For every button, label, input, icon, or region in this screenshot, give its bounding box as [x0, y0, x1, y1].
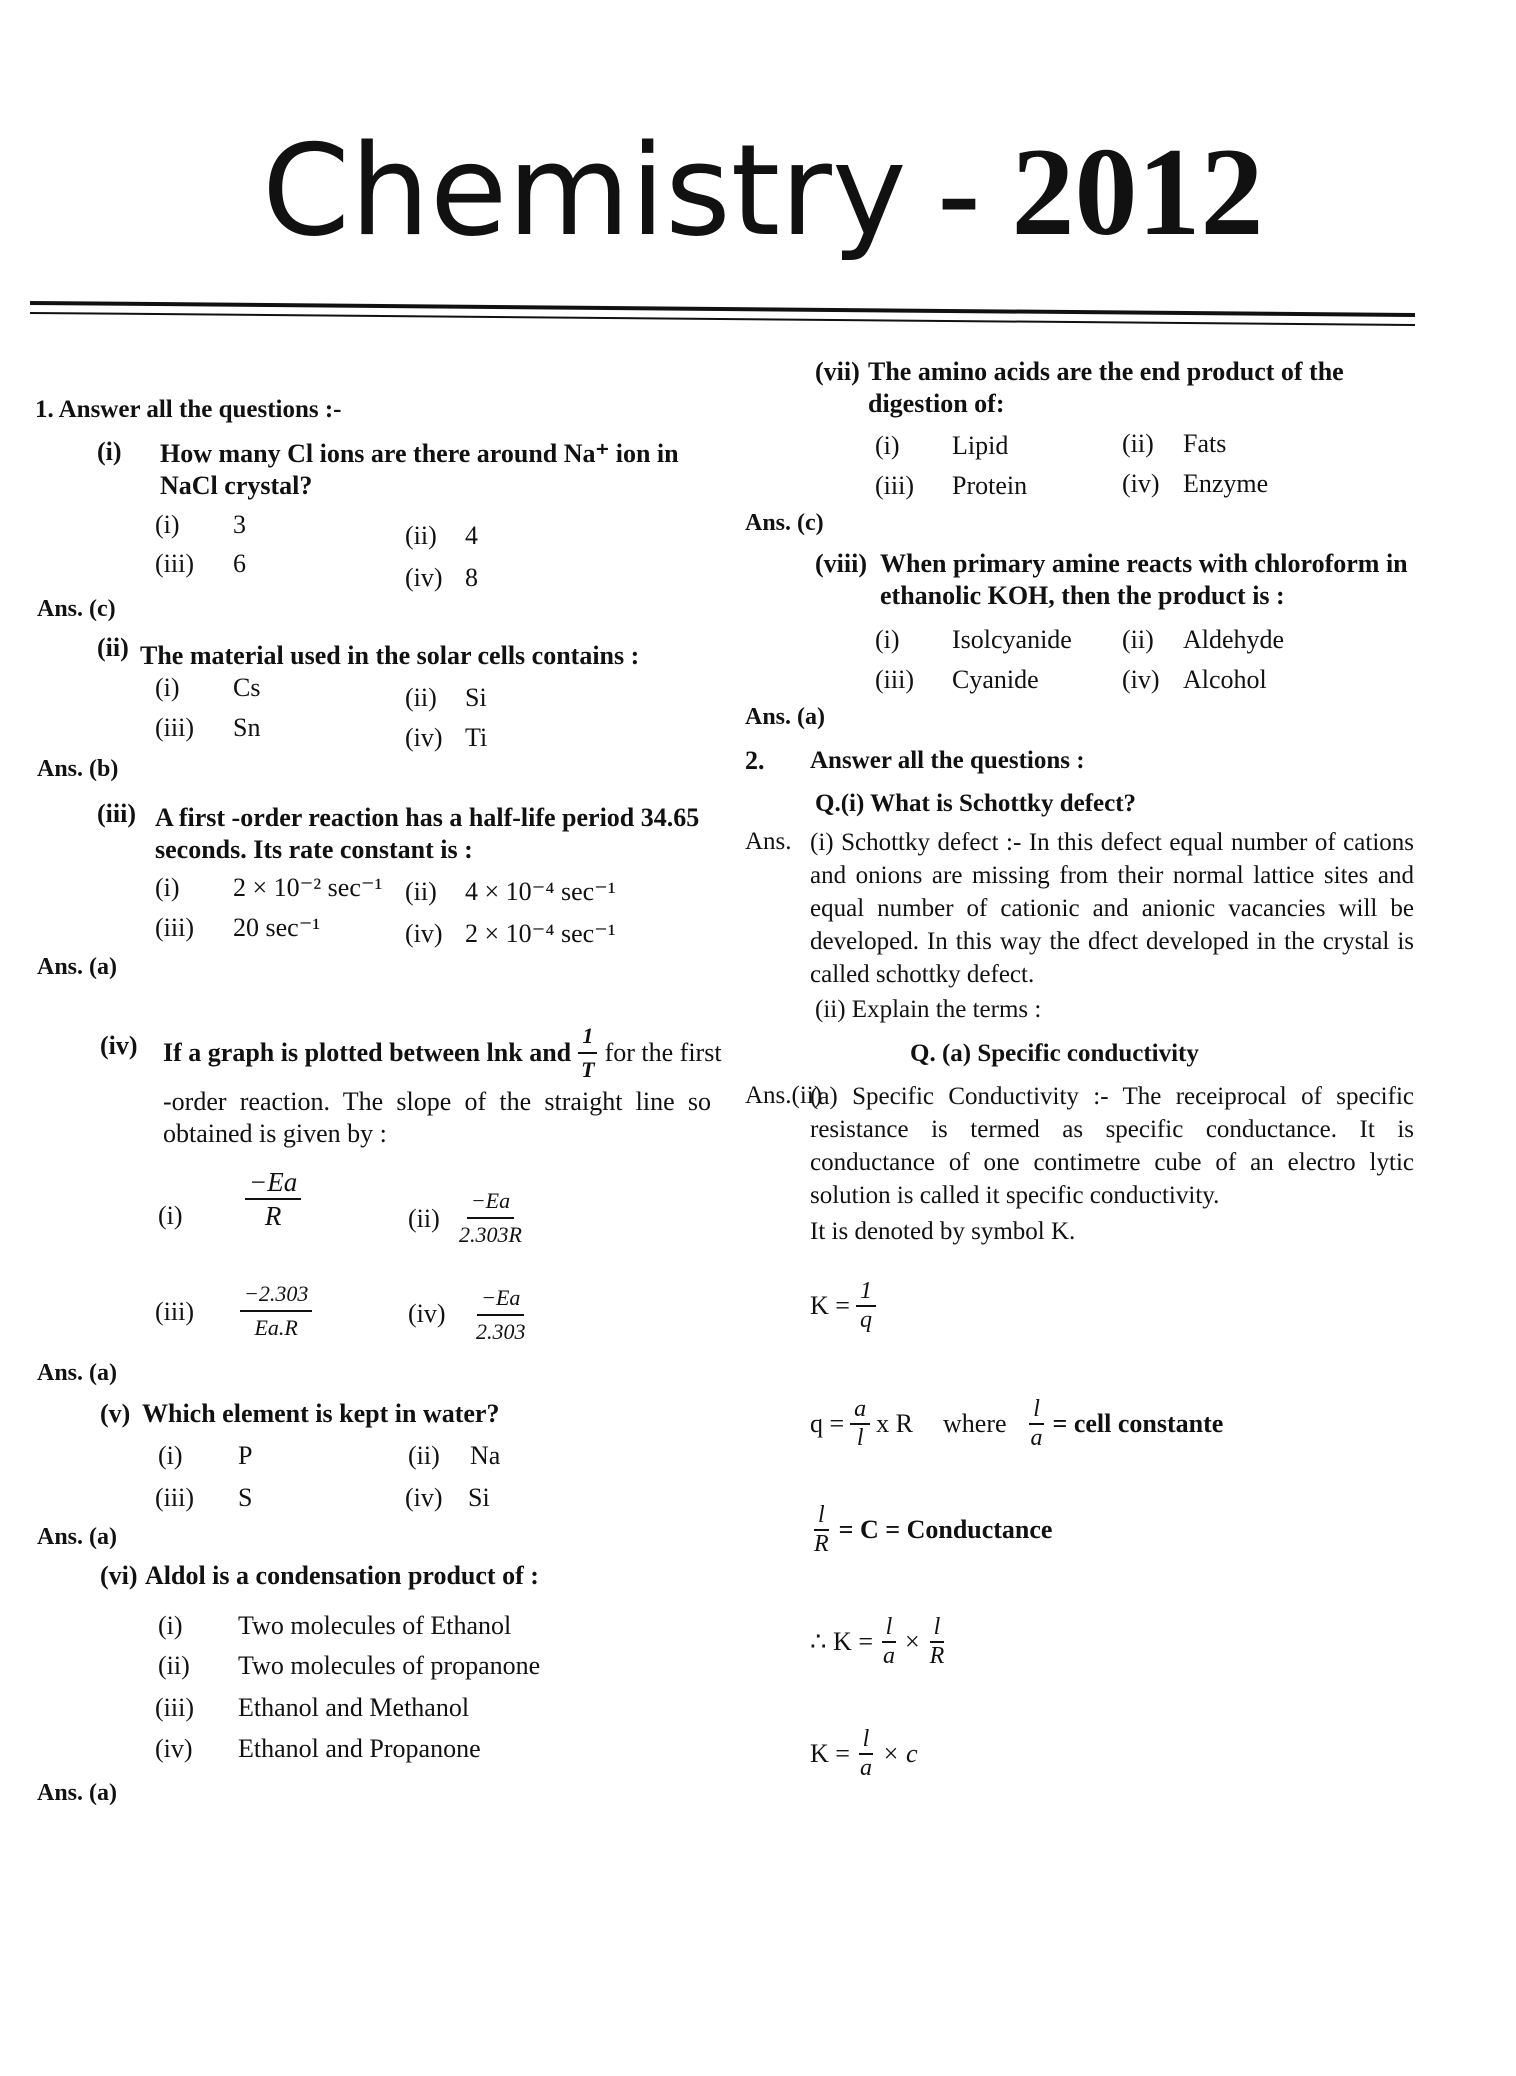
q1-i-opt2-num: (ii) — [405, 521, 437, 550]
eq3-bottom: R — [814, 1531, 829, 1557]
q1-v-opt4-num: (iv) — [405, 1483, 443, 1512]
q1-v-opt2-num: (ii) — [408, 1441, 440, 1470]
q1-i-opt1: 3 — [233, 510, 246, 539]
q2-question-ii-a: Q. (a) Specific conductivity — [910, 1040, 1199, 1067]
q1-vii-text: The amino acids are the end product of the digestion of: — [868, 357, 1344, 418]
q1-viii-text: When primary amine reacts with chloroform in ethanolic KOH, then the product is : — [880, 549, 1408, 610]
equation-k — [810, 1278, 876, 1334]
q1-iv-opt4-top: −Ea — [477, 1282, 524, 1316]
q1-vii-opt2: Fats — [1183, 429, 1227, 458]
equation-conductance — [810, 1502, 1052, 1558]
eq4-times: × — [904, 1627, 920, 1656]
q1-iv-fraction — [577, 1020, 598, 1086]
eq2-mid: x R — [876, 1409, 914, 1438]
q1-i-num: (i) — [97, 437, 122, 466]
q1-v-opt1-num: (i) — [158, 1441, 183, 1470]
q2-answer-ii: (a) Specific Conductivity :- The receiprocal of specific resistance is termed as specific conductance. It is conductance of one contimetre cube of an electro lytic solution is called it specific conductivity. — [810, 1083, 1414, 1209]
q1-i-text: How many Cl ions are there around Na⁺ ion in NaCl crystal? — [160, 439, 679, 500]
q2-answer-ii-label: Ans.(ii) — [745, 1082, 823, 1109]
q1-viii-opt3: Cyanide — [952, 665, 1039, 694]
eq5-rhs: × c — [881, 1739, 918, 1768]
q1-vii-opt1-num: (i) — [875, 431, 900, 460]
q1-viii-opt3-num: (iii) — [875, 665, 914, 694]
q2-answer-i: (i) Schottky defect :- In this defect equal number of cations and onions are missing from their normal lattice sites and equal number of cationic and anionic vacancies will be developed. In this way the dfect developed in the crystal is called schottky defect. — [810, 829, 1414, 988]
eq5-top: l — [859, 1726, 874, 1755]
q2-num: 2. — [745, 746, 765, 775]
eq5-bottom: a — [859, 1755, 872, 1781]
q1-v-opt4: Si — [468, 1483, 490, 1512]
page-title: Chemistry - 2012 — [262, 117, 1264, 264]
q1-iv-opt1-bottom: R — [264, 1201, 282, 1231]
q1-viii-opt1-num: (i) — [875, 625, 900, 654]
equation-k-final — [810, 1726, 918, 1782]
q2-question-ii: (ii) Explain the terms : — [815, 996, 1042, 1023]
q1-vii-opt3-num: (iii) — [875, 471, 914, 500]
q1-iv-opt2-top: −Ea — [467, 1185, 514, 1219]
q1-viii-opt4-num: (iv) — [1122, 665, 1160, 694]
q1-iii-opt2: 4 × 10⁻⁴ sec⁻¹ — [465, 877, 616, 906]
q1-iv-opt4-num: (iv) — [408, 1299, 446, 1328]
q1-ii-opt4-num: (iv) — [405, 723, 443, 752]
eq1-lhs: K = — [810, 1291, 850, 1320]
eq4-top: l — [882, 1614, 897, 1643]
q1-viii-opt2-num: (ii) — [1122, 625, 1154, 654]
q1-v-opt1: P — [238, 1441, 253, 1470]
q1-v-text: Which element is kept in water? — [142, 1399, 500, 1428]
q1-iii-opt1: 2 × 10⁻² sec⁻¹ — [233, 873, 383, 902]
q1-iv-opt1-num: (i) — [158, 1201, 183, 1230]
q1-iii-answer: Ans. (a) — [37, 954, 118, 980]
q1-iv-opt3-top: −2.303 — [240, 1278, 312, 1312]
q1-v-opt3-num: (iii) — [155, 1483, 194, 1512]
q1-iv-opt1-top: −Ea — [245, 1166, 301, 1200]
q2-question-i: Q.(i) What is Schottky defect? — [815, 790, 1137, 817]
q1-viii-answer: Ans. (a) — [745, 704, 826, 730]
q1-iv-opt2 — [455, 1185, 526, 1251]
eq2-top2: l — [1029, 1396, 1044, 1425]
q1-iv-frac-top: 1 — [578, 1020, 597, 1054]
q2-heading: Answer all the questions : — [810, 747, 1085, 774]
q1-vi-opt2-num: (ii) — [158, 1651, 190, 1680]
eq2-top: a — [850, 1396, 870, 1425]
q1-ii-answer: Ans. (b) — [37, 756, 119, 782]
q1-iv-opt3-num: (iii) — [155, 1297, 194, 1326]
eq3-rhs: = C = Conductance — [838, 1515, 1053, 1544]
q1-iv-opt1 — [245, 1166, 301, 1232]
eq2-bottom2: a — [1030, 1425, 1043, 1451]
q1-viii-opt1: Isolcyanide — [952, 625, 1072, 654]
q1-vii-answer: Ans. (c) — [745, 510, 824, 536]
q1-viii-opt2: Aldehyde — [1183, 625, 1285, 654]
q1-vi-opt4: Ethanol and Propanone — [238, 1734, 481, 1763]
q1-iv-answer: Ans. (a) — [37, 1360, 118, 1386]
q1-ii-opt2-num: (ii) — [405, 683, 437, 712]
q1-iv-opt2-bottom: 2.303R — [459, 1222, 522, 1247]
q1-vi-num: (vi) — [100, 1561, 138, 1590]
q1-v-opt3: S — [238, 1483, 253, 1512]
q1-ii-text: The material used in the solar cells contains : — [140, 641, 640, 670]
q1-iii-text: A first -order reaction has a half-life period 34.65 seconds. Its rate constant is : — [155, 803, 700, 864]
equation-q — [810, 1396, 1223, 1452]
q1-vi-opt1: Two molecules of Ethanol — [238, 1611, 512, 1640]
q1-vii-opt3: Protein — [952, 471, 1028, 500]
eq2-where: where — [943, 1409, 1007, 1438]
q1-vii-opt1: Lipid — [952, 431, 1009, 460]
q1-vi-opt3: Ethanol and Methanol — [238, 1693, 470, 1722]
q1-vi-text: Aldol is a condensation product of : — [145, 1561, 539, 1590]
eq1-bottom: q — [859, 1307, 872, 1333]
eq2-rhs: = cell constante — [1052, 1409, 1224, 1438]
q1-ii-opt3-num: (iii) — [155, 713, 194, 742]
eq1-top: 1 — [856, 1278, 876, 1307]
q1-ii-opt1: Cs — [233, 673, 261, 702]
q1-viii-num: (viii) — [815, 549, 867, 578]
q2-denoted: It is denoted by symbol K. — [810, 1218, 1076, 1245]
eq3-top: l — [814, 1502, 829, 1531]
q1-v-opt2: Na — [470, 1441, 501, 1470]
q1-iv-frac-bottom: T — [581, 1057, 595, 1082]
eq2-bottom: l — [856, 1425, 864, 1451]
q1-iv-opt3 — [240, 1278, 312, 1344]
q1-i-opt4: 8 — [465, 563, 478, 592]
q1-vii-num: (vii) — [815, 357, 860, 386]
q1-viii-opt4: Alcohol — [1183, 665, 1267, 694]
q1-i-opt3-num: (iii) — [155, 549, 194, 578]
eq2-lhs: q = — [810, 1409, 845, 1438]
q1-iv-text-b: for the first — [604, 1038, 722, 1067]
q1-ii-opt1-num: (i) — [155, 673, 180, 702]
q1-vii-opt4: Enzyme — [1183, 469, 1269, 498]
q1-i-opt3: 6 — [233, 549, 246, 578]
eq4-bottom2: R — [929, 1643, 945, 1669]
q1-iv-opt4 — [472, 1282, 530, 1348]
q1-vii-opt2-num: (ii) — [1122, 429, 1154, 458]
eq4-bottom: a — [882, 1643, 895, 1669]
q1-vi-opt3-num: (iii) — [155, 1693, 194, 1722]
q1-heading: 1. Answer all the questions :- — [35, 396, 342, 423]
q1-iii-opt2-num: (ii) — [405, 877, 437, 906]
q1-i-opt4-num: (iv) — [405, 563, 443, 592]
q1-iii-opt1-num: (i) — [155, 873, 180, 902]
q1-iii-num: (iii) — [97, 799, 136, 828]
q1-iv-opt4-bottom: 2.303 — [476, 1319, 526, 1344]
q1-ii-opt2: Si — [465, 683, 487, 712]
q1-i-opt2: 4 — [465, 521, 478, 550]
q1-iii-opt3: 20 sec⁻¹ — [233, 913, 321, 942]
q1-iv-text-a: If a graph is plotted between lnk and — [163, 1038, 572, 1067]
q1-i-opt1-num: (i) — [155, 510, 180, 539]
q1-ii-opt4: Ti — [465, 723, 488, 752]
q1-iv-num: (iv) — [100, 1031, 138, 1060]
eq4-top2: l — [930, 1614, 945, 1643]
q1-vi-answer: Ans. (a) — [37, 1780, 118, 1806]
q1-vii-opt4-num: (iv) — [1122, 469, 1160, 498]
q1-iv-line1 — [163, 1020, 722, 1086]
q1-iv-opt3-bottom: Ea.R — [254, 1315, 298, 1340]
equation-k-product — [810, 1614, 948, 1670]
q1-ii-opt3: Sn — [233, 713, 261, 742]
q1-iv-opt2-num: (ii) — [408, 1204, 440, 1233]
eq4-lhs: ∴ K = — [810, 1627, 873, 1656]
q1-iii-opt3-num: (iii) — [155, 913, 194, 942]
q1-v-answer: Ans. (a) — [37, 1524, 118, 1550]
eq5-lhs: K = — [810, 1739, 850, 1768]
q1-iii-opt4: 2 × 10⁻⁴ sec⁻¹ — [465, 919, 616, 948]
q2-answer-i-label: Ans. — [745, 828, 792, 855]
q1-vi-opt2: Two molecules of propanone — [238, 1651, 541, 1680]
q1-vi-opt1-num: (i) — [158, 1611, 183, 1640]
q1-ii-num: (ii) — [97, 633, 129, 662]
q1-i-answer: Ans. (c) — [37, 596, 116, 622]
q1-iv-text-c: -order reaction. The slope of the straight line so obtained is given by : — [163, 1087, 711, 1148]
q1-iii-opt4-num: (iv) — [405, 919, 443, 948]
q1-vi-opt4-num: (iv) — [155, 1734, 193, 1763]
q1-v-num: (v) — [100, 1399, 131, 1428]
